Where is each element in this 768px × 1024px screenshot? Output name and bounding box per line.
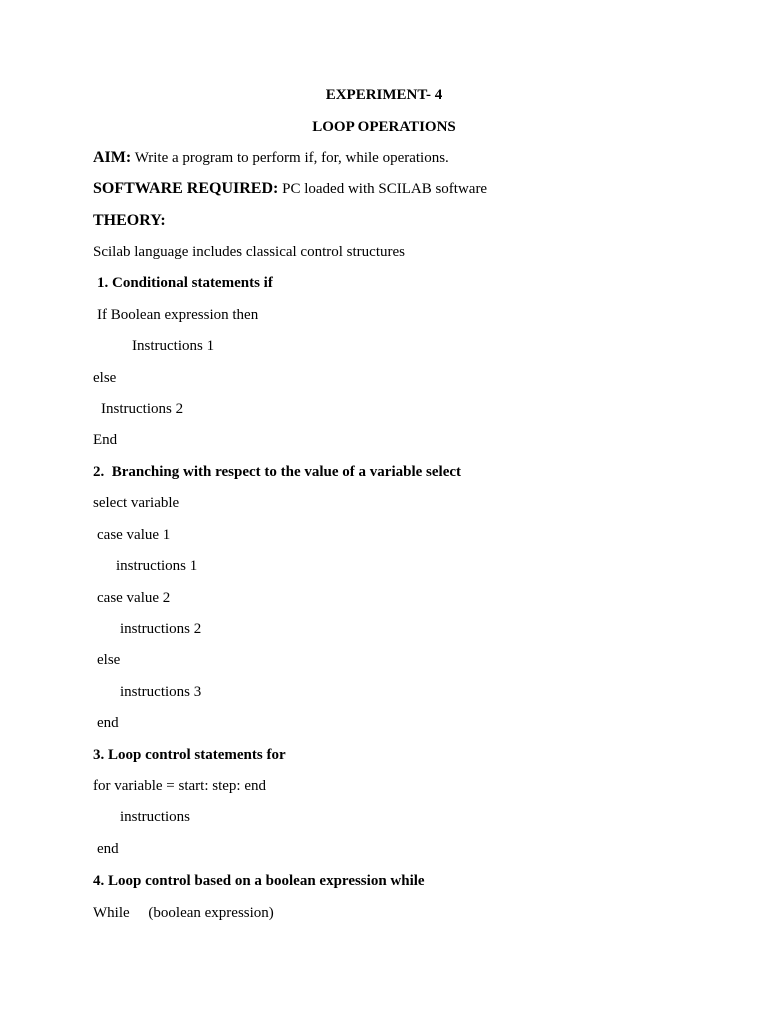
code-line: case value 1 [97,527,171,543]
code-line: instructions 1 [116,558,198,574]
code-line: for variable = start: step: end [93,778,266,794]
code-line: Instructions 2 [101,401,184,417]
code-line: else [93,370,117,386]
aim-label: AIM: [93,149,132,166]
code-line: end [97,841,119,857]
theory-label: THEORY: [93,212,166,229]
experiment-title: EXPERIMENT- 4 [325,87,443,103]
code-line: end [97,715,119,731]
software-text: PC loaded with SCILAB software [278,181,488,197]
code-line: else [97,652,121,668]
software-label: SOFTWARE REQUIRED: [93,180,279,197]
section-while-heading: 4. Loop control based on a boolean expression while [93,873,425,889]
code-line: End [93,432,118,448]
code-line: If Boolean expression then [97,307,259,323]
code-line: While (boolean expression) [93,905,274,921]
code-line: instructions 2 [120,621,202,637]
code-line: case value 2 [97,590,171,606]
code-line: instructions 3 [120,684,202,700]
section-for-heading: 3. Loop control statements for [93,747,286,763]
section-if-heading: 1. Conditional statements if [97,275,273,291]
code-line: Instructions 1 [132,338,215,354]
aim-line [93,149,449,167]
theory-intro: Scilab language includes classical control structures [93,244,405,260]
code-line: select variable [93,495,180,511]
aim-text: Write a program to perform if, for, while operations. [131,150,449,166]
document-subtitle: LOOP OPERATIONS [312,119,456,135]
software-line [93,180,487,198]
section-select-heading: 2. Branching with respect to the value of a variable select [93,464,462,480]
code-line: instructions [120,809,190,825]
